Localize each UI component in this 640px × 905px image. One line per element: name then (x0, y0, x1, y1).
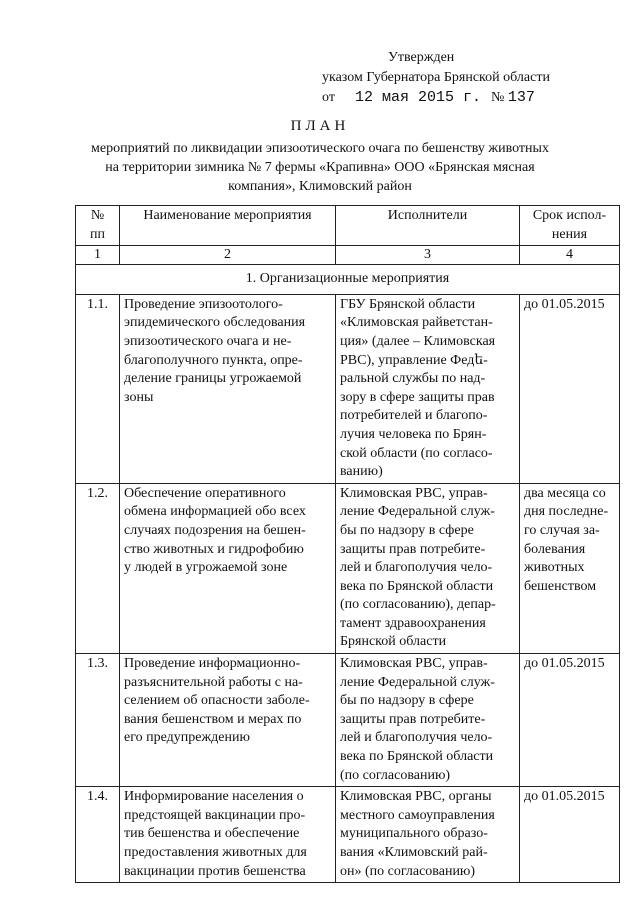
row-deadline (520, 787, 620, 883)
header-executors: Исполнители (336, 206, 520, 246)
row-executors-line: бы по надзору в сфере (340, 693, 474, 709)
row-executors-line: Климовская РВС, управ- (340, 485, 488, 501)
plan-table (75, 205, 620, 883)
row-deadline-line: до 01.05.2015 (524, 656, 605, 672)
row-executors-line: лей и благополучия чело- (340, 560, 493, 576)
row-activity-line: обмена информацией обо всех (124, 504, 306, 520)
row-activity-line: селением об опасности заболе- (124, 693, 310, 709)
row-executors-line: ление Федеральной служ- (340, 674, 495, 690)
row-deadline-line: два месяца со (524, 485, 606, 501)
row-executors-line: (по согласованию) (340, 767, 451, 783)
row-activity-line: ство животных и гидрофобию (124, 541, 304, 557)
col-number: 4 (520, 246, 620, 265)
row-activity-line: зоны (124, 389, 154, 405)
row-executors-line: бы по надзору в сфере (340, 522, 474, 538)
row-deadline-line: го случая за- (524, 522, 600, 538)
row-executors-line: защиты прав потребите- (340, 541, 486, 557)
approval-number-sign: № (490, 90, 505, 105)
row-deadline-line: до 01.05.2015 (524, 789, 605, 805)
table-row (76, 294, 620, 483)
row-number: 1.1. (76, 294, 120, 483)
table-row (76, 787, 620, 883)
row-executors-line: лучия человека по Брян- (340, 426, 487, 442)
row-executors-line: муниципального образо- (340, 826, 488, 842)
row-executors-line: тамент здравоохранения (340, 615, 486, 631)
row-deadline-line: животных (524, 560, 585, 576)
row-executors-line: Климовская РВС, управ- (340, 656, 488, 672)
col-number: 1 (76, 246, 120, 265)
row-deadline (520, 654, 620, 787)
row-executors (336, 787, 520, 883)
row-executors-line: он» (по согласованию) (340, 863, 476, 879)
row-activity (120, 654, 336, 787)
plan-title: ПЛАН (290, 118, 350, 134)
row-executors-line: ральной службы по над- (340, 371, 486, 387)
col-number: 2 (120, 246, 336, 265)
row-activity (120, 787, 336, 883)
row-deadline-line: болевания (524, 541, 586, 557)
row-deadline-line: бешенством (524, 578, 597, 594)
row-deadline-line: до 01.05.2015 (524, 296, 605, 312)
row-activity-line: Обеспечение оперативного (124, 485, 286, 501)
row-activity-line: предоставления животных для (124, 845, 307, 860)
row-deadline (520, 483, 620, 653)
table-row (76, 654, 620, 787)
section-title: 1. Организационные мероприятия (76, 265, 620, 295)
row-executors-line: местного самоуправления (340, 807, 495, 823)
row-executors-line: века по Брянской области (340, 749, 494, 765)
row-activity-line: эпидемического обследования (124, 315, 306, 331)
row-executors-line: века по Брянской области (340, 578, 494, 594)
plan-subtitle-line: на территории зимника № 7 фермы «Крапивна» ООО «Брянская мясная (105, 160, 535, 175)
row-executors-line: зору в сфере защиты прав (340, 389, 495, 405)
approval-title: Утвержден (388, 50, 455, 65)
column-numbers-row (76, 246, 620, 265)
row-executors-line: ция» (далее – Климовская (340, 333, 496, 349)
section-row (76, 265, 620, 295)
table-row (76, 483, 620, 653)
header-deadline: Срок испол- нения (520, 206, 620, 246)
row-executors (336, 654, 520, 787)
row-number: 1.3. (76, 654, 120, 787)
row-activity (120, 483, 336, 653)
row-deadline (520, 294, 620, 483)
table-header-row (76, 206, 620, 246)
row-executors-line: лей и благополучия чело- (340, 730, 493, 746)
col-number: 3 (336, 246, 520, 265)
approval-date-line (322, 88, 550, 108)
row-activity-line: эпизоотического очага и не- (124, 333, 292, 349)
row-activity-line: тив бешенства и обеспечение (124, 826, 300, 842)
plan-subtitle (90, 139, 550, 196)
row-activity-line: предстоящей вакцинации про- (124, 807, 306, 823)
plan-subtitle-line: компания», Климовский район (228, 179, 412, 194)
row-activity-line: Проведение информационно- (124, 656, 301, 672)
row-executors-line: ской области (по согласо- (340, 445, 493, 461)
header-num: № пп (76, 206, 120, 246)
row-executors-line: ванию) (340, 464, 383, 480)
row-activity (120, 294, 336, 483)
row-number: 1.4. (76, 787, 120, 883)
approval-number: 137 (507, 89, 535, 106)
row-executors (336, 483, 520, 653)
row-number: 1.2. (76, 483, 120, 653)
row-activity-line: его предупреждению (124, 730, 250, 746)
row-activity-line: вакцинации против бешенства (124, 863, 306, 879)
row-activity-line: разъяснительной работы с на- (124, 674, 303, 690)
row-activity-line: у людей в угрожаемой зоне (124, 560, 288, 576)
row-executors-line: «Климовская райветстан- (340, 315, 493, 331)
row-executors-line: ление Федеральной служ- (340, 504, 495, 520)
row-activity-line: Информирование населения о (124, 789, 304, 805)
approval-from-label: от (322, 90, 335, 105)
row-executors-line: Брянской области (340, 634, 447, 650)
row-activity-line: вания бешенством и мерах по (124, 711, 302, 727)
plan-subtitle-line: мероприятий по ликвидации эпизоотического очага по бешенству животных (91, 141, 549, 156)
approval-date: 12 мая 2015 г. (354, 89, 481, 106)
approval-block (322, 48, 550, 108)
row-executors (336, 294, 520, 483)
row-activity-line: благополучного пункта, опре- (124, 352, 303, 368)
row-executors-line: РВС), управление Федե- (340, 352, 488, 368)
row-executors-line: защиты прав потребите- (340, 711, 486, 727)
row-executors-line: потребителей и благопо- (340, 408, 488, 424)
approval-decree: указом Губернатора Брянской области (322, 70, 550, 85)
row-executors-line: ГБУ Брянской области (340, 296, 476, 312)
row-activity-line: деление границы угрожаемой (124, 371, 302, 387)
row-executors-line: вания «Климовский рай- (340, 845, 488, 860)
row-executors-line: (по согласованию), депар- (340, 597, 496, 613)
row-activity-line: случаях подозрения на бешен- (124, 522, 306, 538)
row-activity-line: Проведение эпизоотолого- (124, 296, 283, 312)
header-name: Наименование мероприятия (120, 206, 336, 246)
row-deadline-line: дня последне- (524, 504, 609, 520)
row-executors-line: Климовская РВС, органы (340, 789, 492, 805)
